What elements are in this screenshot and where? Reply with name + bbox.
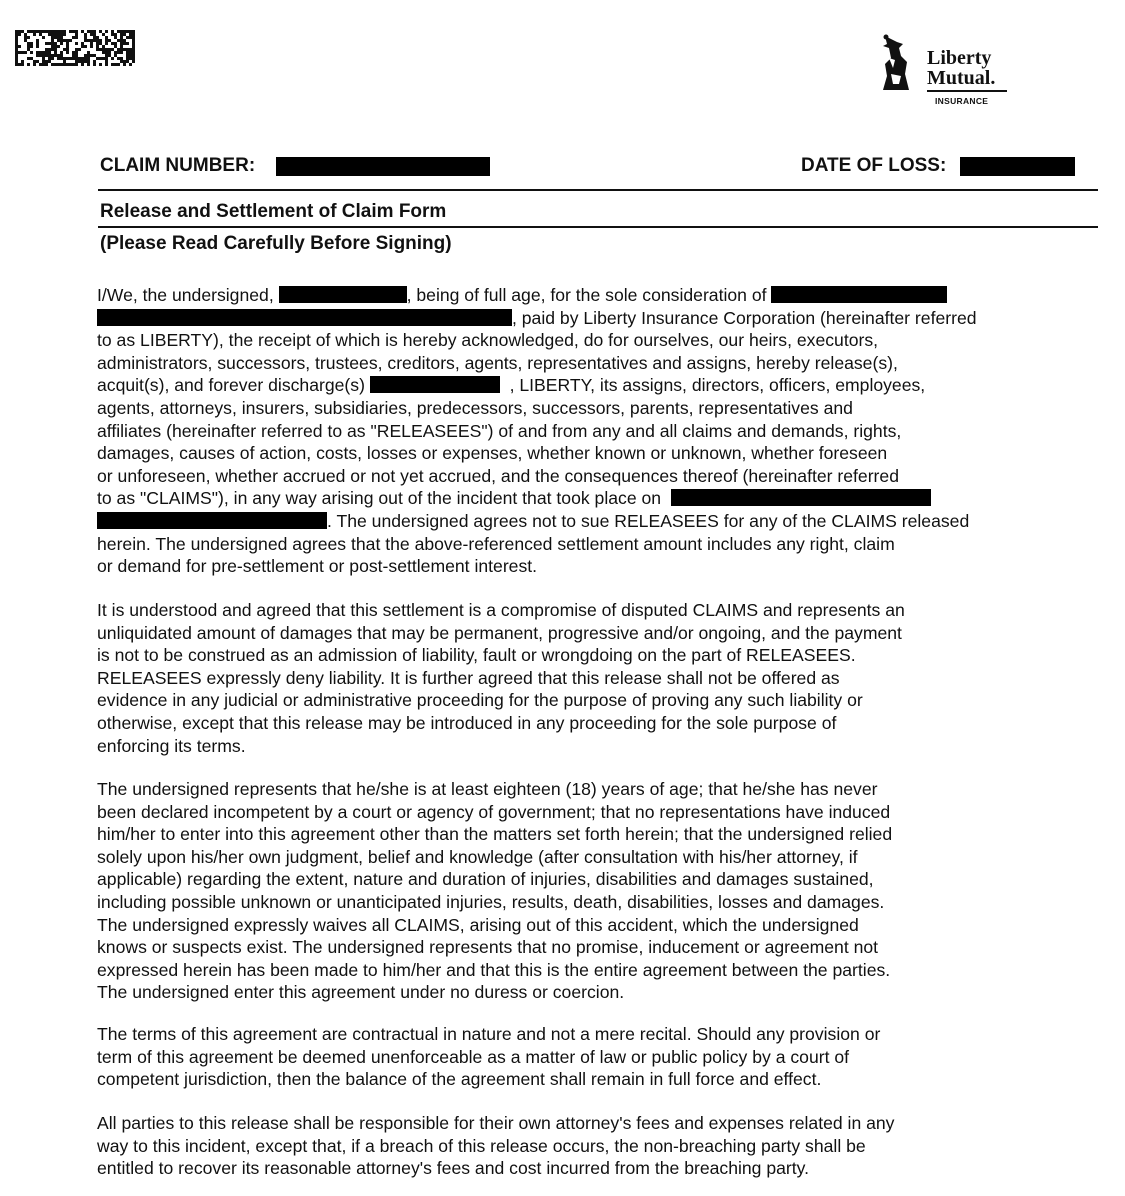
text-line: , paid by Liberty Insurance Corporation (hereinafter referred [512, 307, 977, 328]
statue-of-liberty-icon [875, 34, 925, 94]
text-line: to as LIBERTY), the receipt of which is hereby acknowledged, do for ourselves, our heirs, executors, [97, 330, 879, 351]
date-of-loss-redacted [960, 157, 1075, 176]
divider-top [98, 189, 1098, 191]
text-line: The terms of this agreement are contractual in nature and not a mere recital. Should any provision or [97, 1024, 881, 1044]
text-line: including possible unknown or unanticipated injuries, results, death, disabilities, losses and damages. [97, 891, 885, 912]
text-line: affiliates (hereinafter referred to as "RELEASEES") of and from any and all claims and demands, rights, [97, 420, 902, 441]
text-line: administrators, successors, trustees, creditors, agents, representatives and assigns, hereby release(s), [97, 352, 898, 373]
text-line: All parties to this release shall be responsible for their own attorney's fees and expenses related in any [97, 1113, 895, 1133]
text-line: applicable) regarding the extent, nature and duration of injuries, disabilities and damages sustained, [97, 869, 874, 890]
claim-number-label: CLAIM NUMBER: [100, 155, 256, 176]
text-line: The undersigned expressly waives all CLAIMS, arising out of this accident, which the undersigned [97, 914, 859, 935]
text-line: knows or suspects exist. The undersigned represents that no promise, inducement or agreement not [97, 937, 879, 958]
logo-text-insurance: INSURANCE [935, 96, 989, 106]
text-line: , being of full age, for the sole consideration of [406, 285, 767, 305]
paragraph-compromise [97, 599, 905, 757]
logo-text-liberty: Liberty [927, 47, 992, 69]
text-line: him/her to enter into this agreement other than the matters set forth herein; that the undersigned relied [97, 824, 893, 845]
text-line: . The undersigned agrees not to sue RELEASEES for any of the CLAIMS released [327, 510, 970, 531]
text-line: I/We, the undersigned, [97, 285, 274, 305]
text-line: been declared incompetent by a court or agency of government; that no representations have induced [97, 801, 891, 822]
text-line: solely upon his/her own judgment, belief and knowledge (after consultation with his/her attorney, if [97, 846, 858, 867]
form-title: Release and Settlement of Claim Form [100, 201, 447, 222]
text-line: competent jurisdiction, then the balance of the agreement shall remain in full force and effect. [97, 1069, 822, 1090]
text-line: It is understood and agreed that this settlement is a compromise of disputed CLAIMS and represents an [97, 600, 905, 620]
paragraph-release [97, 284, 977, 578]
redacted-incident-date [671, 489, 931, 506]
text-line: herein. The undersigned agrees that the above-referenced settlement amount includes any right, claim [97, 533, 895, 554]
paragraph-contractual-terms [97, 1023, 880, 1091]
paragraph-attorney-fees [97, 1112, 894, 1180]
text-line: agents, attorneys, insurers, subsidiaries, predecessors, successors, parents, representatives and [97, 397, 853, 418]
liberty-mutual-logo [875, 34, 1015, 108]
paragraph-representations [97, 778, 892, 1004]
text-line: The undersigned enter this agreement under no duress or coercion. [97, 982, 625, 1003]
text-line: The undersigned represents that he/she is at least eighteen (18) years of age; that he/she has never [97, 779, 878, 799]
text-line: enforcing its terms. [97, 735, 246, 756]
text-line: term of this agreement be deemed unenforceable as a matter of law or public policy by a court of [97, 1046, 850, 1067]
text-line: otherwise, except that this release may be introduced in any proceeding for the sole purpose of [97, 712, 837, 733]
text-line: acquit(s), and forever discharge(s) [97, 375, 365, 396]
divider-bottom [98, 226, 1098, 228]
text-line: entitled to recover its reasonable attorney's fees and cost incurred from the breaching party. [97, 1158, 810, 1179]
text-line: way to this incident, except that, if a breach of this release occurs, the non-breaching party shall be [97, 1135, 866, 1156]
text-line: RELEASEES expressly deny liability. It is further agreed that this release shall not be offered as [97, 667, 840, 688]
date-of-loss-label: DATE OF LOSS: [801, 155, 947, 176]
text-line: is not to be construed as an admission of liability, fault or wrongdoing on the part of RELEASEES. [97, 645, 856, 666]
redacted-party [370, 376, 500, 393]
barcode-2d [15, 30, 135, 66]
text-line: or unforeseen, whether accrued or not yet accrued, and the consequences thereof (hereinafter referred [97, 465, 899, 486]
redacted-name [279, 286, 407, 303]
form-subtitle: (Please Read Carefully Before Signing) [100, 233, 452, 254]
text-line: evidence in any judicial or administrative proceeding for the purpose of proving any such liability or [97, 690, 863, 711]
text-line: or demand for pre-settlement or post-settlement interest. [97, 556, 538, 577]
redacted-incident-location [97, 512, 327, 529]
logo-text-mutual: Mutual. [927, 67, 996, 89]
text-line: damages, causes of action, costs, losses or expenses, whether known or unknown, whether foreseen [97, 443, 888, 464]
text-line: unliquidated amount of damages that may be permanent, progressive and/or ongoing, and the payment [97, 622, 902, 643]
text-line: , LIBERTY, its assigns, directors, officers, employees, [509, 375, 926, 396]
redacted-amount-words [97, 309, 512, 326]
text-line: to as "CLAIMS"), in any way arising out of the incident that took place on [97, 488, 662, 509]
logo-underline [927, 90, 1007, 92]
text-line: expressed herein has been made to him/her and that this is the entire agreement between the parties. [97, 959, 891, 980]
claim-number-redacted [276, 157, 490, 176]
redacted-amount [771, 286, 947, 303]
